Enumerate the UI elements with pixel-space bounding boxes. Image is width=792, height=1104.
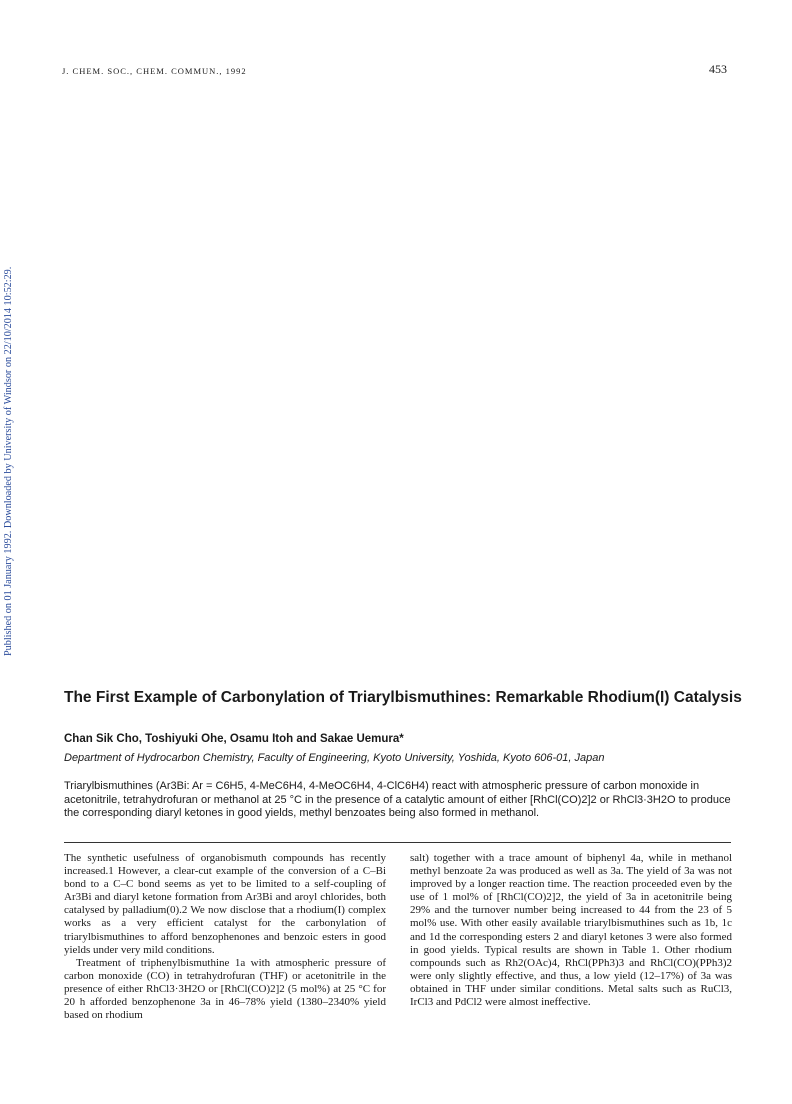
abstract: Triarylbismuthines (Ar3Bi: Ar = C6H5, 4-MeC6H4, 4-MeOC6H4, 4-ClC6H4) react with atmospheric pressure of carbon monoxide in acetonitrile, tetrahydrofuran or methanol at 25 °C in the presence of a catalytic amount of either [RhCl(CO)2]2 or RhCl3·3H2O to produce the corresponding diaryl ketones in good yields, methyl benzoates being also formed in methanol. [64, 780, 731, 819]
article-title: The First Example of Carbonylation of Triarylbismuthines: Remarkable Rhodium(I) Catalysis [64, 689, 742, 706]
body-paragraph: Treatment of triphenylbismuthine 1a with atmospheric pressure of carbon monoxide (CO) in tetrahydrofuran (THF) or acetonitrile in the presence of either RhCl3·3H2O or [RhCl(CO)2]2 (5 mol%) at 25 °C for 20 h afforded benzophenone 3a in 46–78% yield (1380–2340% yield based on rhodium [64, 956, 386, 1022]
section-divider [64, 842, 731, 843]
body-column-left [64, 852, 386, 1022]
page-number: 453 [709, 62, 727, 76]
running-head: J. CHEM. SOC., CHEM. COMMUN., 1992 [62, 66, 247, 76]
author-affiliation: Department of Hydrocarbon Chemistry, Faculty of Engineering, Kyoto University, Yoshida, Kyoto 606-01, Japan [64, 752, 605, 764]
author-list: Chan Sik Cho, Toshiyuki Ohe, Osamu Itoh and Sakae Uemura* [64, 733, 404, 745]
body-paragraph: The synthetic usefulness of organobismuth compounds has recently increased.1 However, a clear-cut example of the conversion of a C–Bi bond to a C–C bond seems as yet to be limited to a self-coupling of Ar3Bi and diaryl ketone formation from Ar3Bi and aroyl chlorides, both catalysed by palladium(0).2 We now disclose that a rhodium(I) complex works as a very efficient catalyst for the carbonylation of triarylbismuthines to afford benzophenones and benzoic esters in good yields under very mild conditions. [64, 852, 386, 956]
body-column-right [410, 852, 732, 1009]
body-paragraph: salt) together with a trace amount of biphenyl 4a, while in methanol methyl benzoate 2a was produced as well as 3a. The yield of 3a was not improved by a longer reaction time. The reaction proceeded even by the use of 1 mol% of [RhCl(CO)2]2, the yield of 3a in acetonitrile being 29% and the turnover number being increased to 44 from the 23 of 5 mol% use. With other easily available triarylbismuthines such as 1b, 1c and 1d the corresponding esters 2 and diaryl ketones 3 were also formed in good yields. Typical results are shown in Table 1. Other rhodium compounds such as Rh2(OAc)4, RhCl(PPh3)3 and RhCl(CO)(PPh3)2 were only slightly effective, and thus, a low yield (12–17%) of 3a was obtained in THF under similar conditions. Metal salts such as RuCl3, IrCl3 and PdCl2 were almost ineffective. [410, 852, 732, 1009]
download-notice[interactable]: Published on 01 January 1992. Downloaded by University of Windsor on 22/10/2014 10:52:29. [3, 266, 14, 656]
